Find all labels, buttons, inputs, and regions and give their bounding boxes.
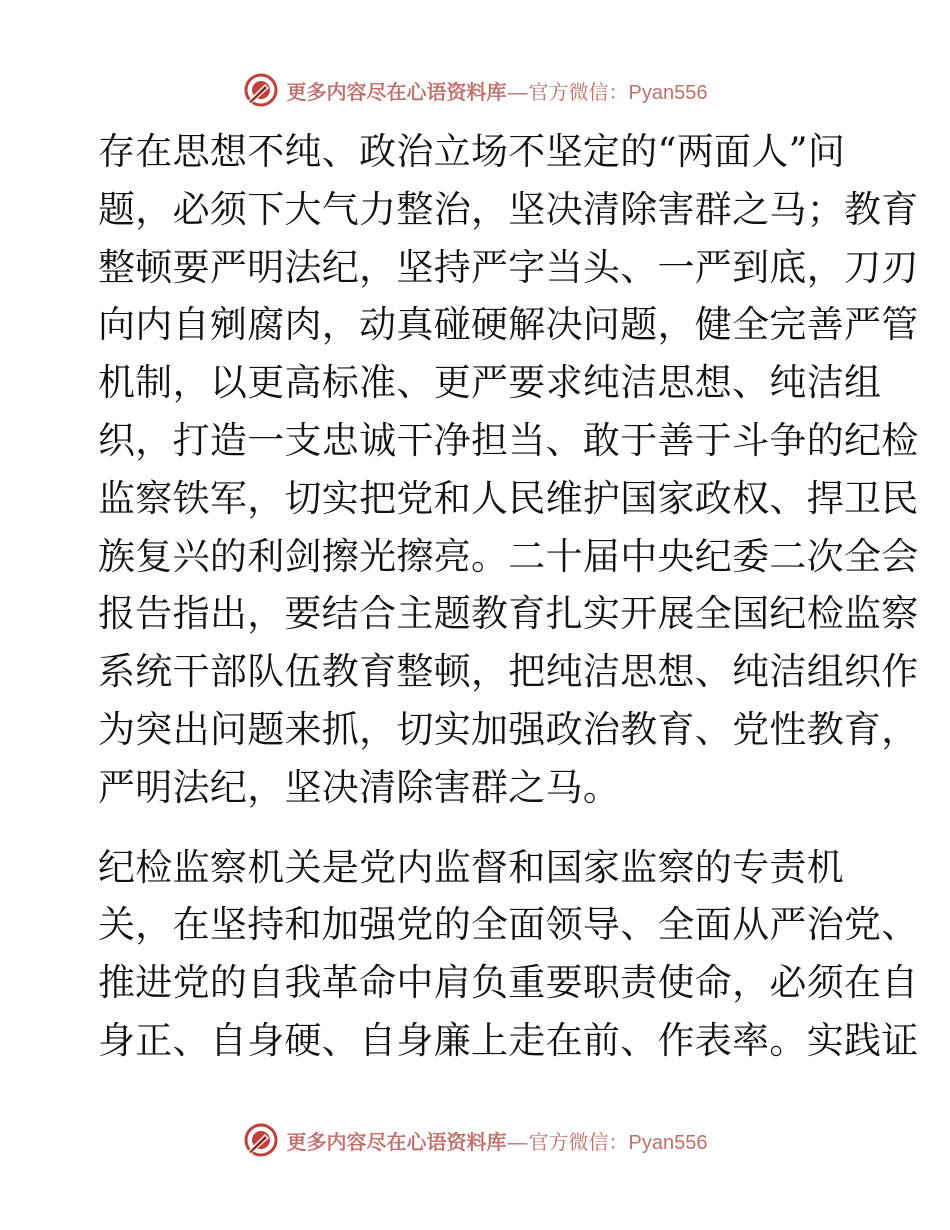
header-banner <box>0 68 950 112</box>
text-line: 身正、自身硬、自身廉上走在前、作表率。实践证 <box>98 1018 919 1062</box>
text-line: 严明法纪，坚决清除害群之马。 <box>98 765 621 809</box>
text-line: 题，必须下大气力整治，坚决清除害群之马；教育 <box>98 187 919 231</box>
text-line: 存在思想不纯、政治立场不坚定的“两面人”问 <box>98 130 846 173</box>
banner-main-text: 更多内容尽在心语资料库 <box>286 79 507 104</box>
banner-wechat-id: Pyan556 <box>628 81 708 104</box>
text-line: 系统干部队伍教育整顿，把纯洁思想、纯洁组织作 <box>98 650 919 694</box>
banner-dash: — <box>507 1131 528 1154</box>
text-line: 纪检监察机关是党内监督和国家监察的专责机 <box>98 845 844 889</box>
banner-wechat-label: 官方微信： <box>528 79 629 104</box>
pen-logo-icon <box>243 72 279 108</box>
banner-dash: — <box>507 81 528 104</box>
text-line: 整顿要严明法纪，坚持严字当头、一严到底，刀刃 <box>98 245 919 289</box>
banner-main-text: 更多内容尽在心语资料库 <box>286 1129 507 1154</box>
text-line: 推进党的自我革命中肩负重要职责使命，必须在自 <box>98 961 919 1005</box>
text-line: 关，在坚持和加强党的全面领导、全面从严治党、 <box>98 903 919 947</box>
text-line: 报告指出，要结合主题教育扎实开展全国纪检监察 <box>98 592 919 636</box>
text-line: 族复兴的利剑擦光擦亮。二十届中央纪委二次全会 <box>98 534 919 578</box>
banner-wechat-label: 官方微信： <box>528 1129 629 1154</box>
text-line: 为突出问题来抓，切实加强政治教育、党性教育， <box>98 707 919 751</box>
document-body <box>98 123 919 1070</box>
text-line: 织，打造一支忠诚干净担当、敢于善于斗争的纪检 <box>98 418 919 462</box>
paragraph-2 <box>98 839 919 1070</box>
text-line: 机制，以更高标准、更严要求纯洁思想、纯洁组 <box>98 361 882 405</box>
pen-logo-icon <box>243 1122 279 1158</box>
text-line: 向内自剜腐肉，动真碰硬解决问题，健全完善严管 <box>98 303 919 347</box>
banner-text <box>287 1126 708 1155</box>
banner-wechat-id: Pyan556 <box>628 1131 708 1154</box>
paragraph-1 <box>98 123 919 817</box>
banner-text <box>287 76 708 105</box>
paragraph-spacer <box>98 817 858 839</box>
footer-banner <box>0 1118 950 1162</box>
text-line: 监察铁军，切实把党和人民维护国家政权、捍卫民 <box>98 476 919 520</box>
